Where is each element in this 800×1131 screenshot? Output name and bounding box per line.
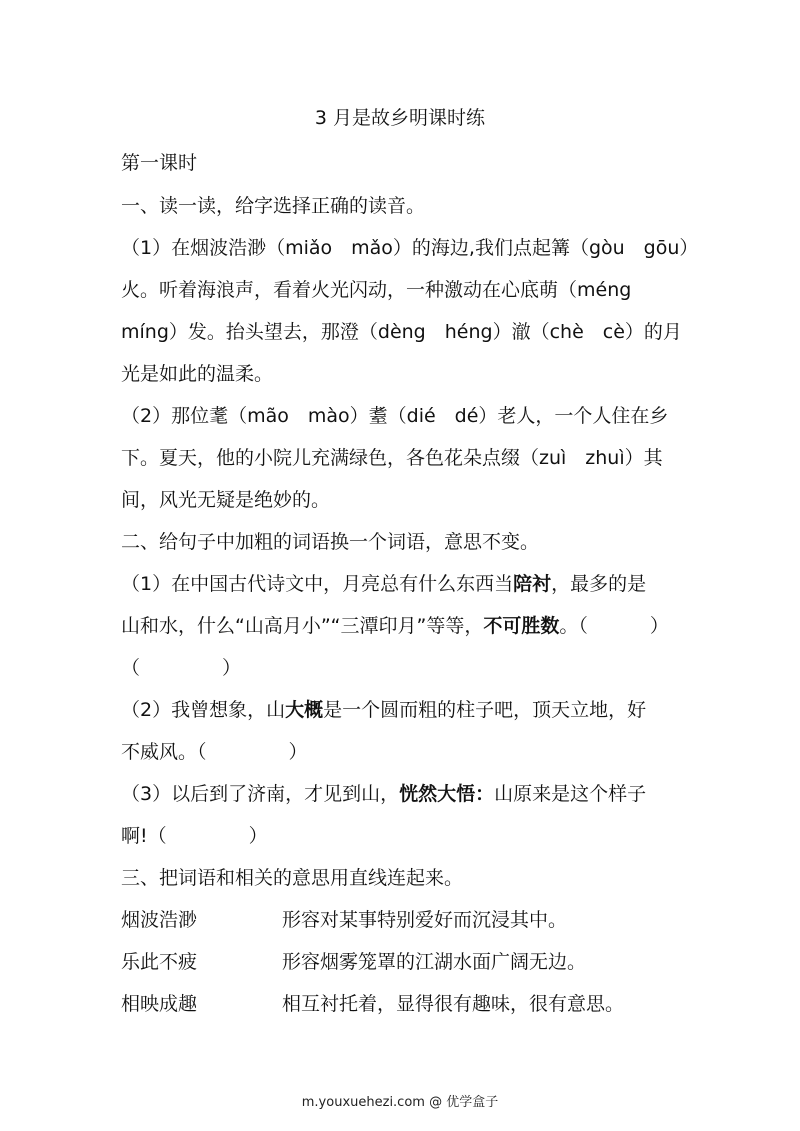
lesson-label: 第一课时 [121,152,198,174]
section1-line: míng）发。抬头望去，那澄（dèng héng）澈（chè cè）的月 [121,321,682,343]
q3-line1 [121,781,646,807]
q1-bold-word: 陪衬 [513,573,552,595]
section1-line: （1）在烟波浩渺（miǎo mǎo）的海边,我们点起篝（gòu gōu） [121,237,699,259]
match-definition[interactable]: 形容对某事特别爱好而沉浸其中。 [282,909,568,931]
q3-text: 山原来是这个样子 [494,783,647,805]
q1-text: 山和水，什么“山高月小”“三潭印月”等等， [121,615,484,637]
q1-text: （1）在中国古代诗文中，月亮总有什么东西当 [121,573,514,595]
match-term[interactable]: 烟波浩渺 [121,909,198,931]
page-title: 3 月是故乡明课时练 [314,107,486,129]
section1-heading: 一、读一读，给字选择正确的读音。 [121,195,426,217]
q2-text: ） [288,741,308,763]
q3-bold-word: 恍然大悟： [399,783,495,805]
q3-text: ） [248,825,268,847]
match-definition[interactable]: 形容烟雾笼罩的江湖水面广阔无边。 [282,951,587,973]
q3-text: 啊!（ [121,825,167,847]
q2-text: 是一个圆而粗的柱子吧，顶天立地，好 [323,699,647,721]
match-definition[interactable]: 相互衬托着，显得很有趣味，很有意思。 [282,993,625,1015]
q1-line2 [121,613,669,639]
section2-heading: 二、给句子中加粗的词语换一个词语，意思不变。 [121,531,540,553]
q1-bold-word: 不可胜数 [483,615,560,637]
section1-line: 火。听着海浪声，看着火光闪动，一种激动在心底萌（méng [121,279,632,301]
q1-text: ，最多的是 [551,573,647,595]
match-term[interactable]: 乐此不疲 [121,951,198,973]
q1-line3 [121,655,241,681]
q1-line1 [121,571,646,597]
q2-bold-word: 大概 [285,699,324,721]
section3-heading: 三、把词语和相关的意思用直线连起来。 [121,867,464,889]
q1-text: ） [649,615,669,637]
q2-line1 [121,697,646,723]
section1-line: 间，风光无疑是绝妙的。 [121,489,331,511]
q1-text: ） [222,657,242,679]
q2-line2 [121,739,308,765]
q3-text: （3）以后到了济南，才见到山， [121,783,400,805]
q1-text: 。（ [559,615,588,637]
section1-line: （2）那位耄（mão mào）耋（dié dé）老人，一个人住在乡 [121,405,669,427]
section1-line: 下。夏天，他的小院儿充满绿色，各色花朵点缀（zuì zhuì）其 [121,447,663,469]
q2-text: 不威风。（ [121,741,207,763]
footer-source: m.youxuehezi.com @ 优学盒子 [301,1095,499,1110]
match-term[interactable]: 相映成趣 [121,993,198,1015]
q2-text: （2）我曾想象，山 [121,699,286,721]
q3-line2 [121,823,268,849]
q1-text: （ [121,657,141,679]
section1-line: 光是如此的温柔。 [121,363,274,385]
